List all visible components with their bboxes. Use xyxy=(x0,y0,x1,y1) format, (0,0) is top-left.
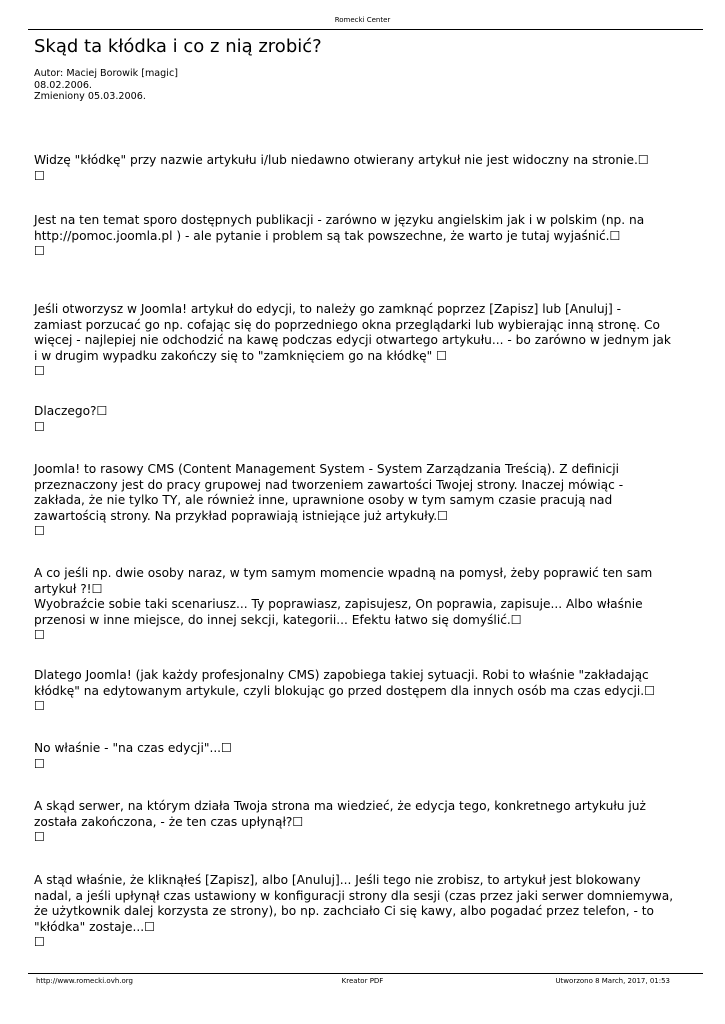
paragraph-7: Dlatego Joomla! (jak każdy profesjonalny CMS) zapobiega takiej sytuacji. Robi to właśnie "zakładając kłódkę" na edytowanym artykule, czyli blokując go przed dostępem dla innych osób ma czas edycji.☐ ☐ xyxy=(34,668,656,714)
paragraph-4: Dlaczego?☐ ☐ xyxy=(34,404,108,434)
paragraph-1: Widzę "kłódkę" przy nazwie artykułu i/lub niedawno otwierany artykuł nie jest widoczny na stronie.☐ ☐ xyxy=(34,153,649,183)
created-date: 08.02.2006. xyxy=(34,79,92,91)
paragraph-8: No właśnie - "na czas edycji"...☐ ☐ xyxy=(34,741,232,771)
paragraph-3: Jeśli otworzysz w Joomla! artykuł do edycji, to należy go zamknąć poprzez [Zapisz] lub [Anuluj] - zamiast porzucać go np. cofając się do poprzedniego okna przeglądarki lub wybierając inną stronę. Co więcej - najlepiej nie odchodzić na kawę podczas edycji otwartego artykułu... - bo zarówno w jednym jak i w drugim wypadku zakończy się to "zamknięciem go na kłódkę" ☐ ☐ xyxy=(34,302,671,379)
modified-date: Zmieniony 05.03.2006. xyxy=(34,91,146,102)
paragraph-6: A co jeśli np. dwie osoby naraz, w tym samym momencie wpadną na pomysł, żeby poprawić ten sam artykuł ?!☐ Wyobraźcie sobie taki scenariusz... Ty poprawiasz, zapisujesz, On poprawia, zapisuje... Albo właśnie przenosi w inne miejsce, do innej sekcji, kategorii... Efektu łatwo się domyślić.☐ ☐ xyxy=(34,566,653,643)
page-header-site-name: Romecki Center xyxy=(334,16,391,24)
paragraph-9: A skąd serwer, na którym działa Twoja strona ma wiedzieć, że edycja tego, konkretnego artykułu już została zakończona, - że ten czas upłynął?☐ ☐ xyxy=(34,799,646,845)
footer-generator: Kreator PDF xyxy=(341,977,384,985)
article-meta xyxy=(34,68,178,103)
paragraph-5: Joomla! to rasowy CMS (Content Management System - System Zarządzania Treścią). Z definicji przeznaczony jest do pracy grupowej nad tworzeniem zawartości Twojej strony. Inaczej mówiąc - zakłada, że nie tylko TY, ale również inne, uprawnione osoby w tym samym czasie pracują nad zawartością strony. Na przykład poprawiają istniejące już artykuły.☐ ☐ xyxy=(34,462,624,539)
author-line: Autor: Maciej Borowik [magic] xyxy=(34,68,178,79)
paragraph-2: Jest na ten temat sporo dostępnych publikacji - zarówno w języku angielskim jak i w polskim (np. na http://pomoc.joomla.pl ) - ale pytanie i problem są tak powszechne, że warto je tutaj wyjaśnić.☐ ☐ xyxy=(34,213,645,259)
footer-url: http://www.romecki.ovh.org xyxy=(36,977,133,985)
paragraph-10: A stąd właśnie, że kliknąłeś [Zapisz], albo [Anuluj]... Jeśli tego nie zrobisz, to artykuł jest blokowany nadal, a jeśli upłynął czas ustawiony w konfiguracji strony dla sesji (czas przez jaki serwer domniemywa, że użytkownik dalej korzysta ze strony), bo np. zachciało Ci się kawy, albo pogadać przez telefon, - to "kłódka" zostaje...☐ ☐ xyxy=(34,873,674,950)
header-divider xyxy=(28,29,703,30)
footer-divider xyxy=(28,973,703,974)
footer-created-date: Utworzono 8 March, 2017, 01:53 xyxy=(555,977,670,985)
article-title: Skąd ta kłódka i co z nią zrobić? xyxy=(34,36,322,57)
